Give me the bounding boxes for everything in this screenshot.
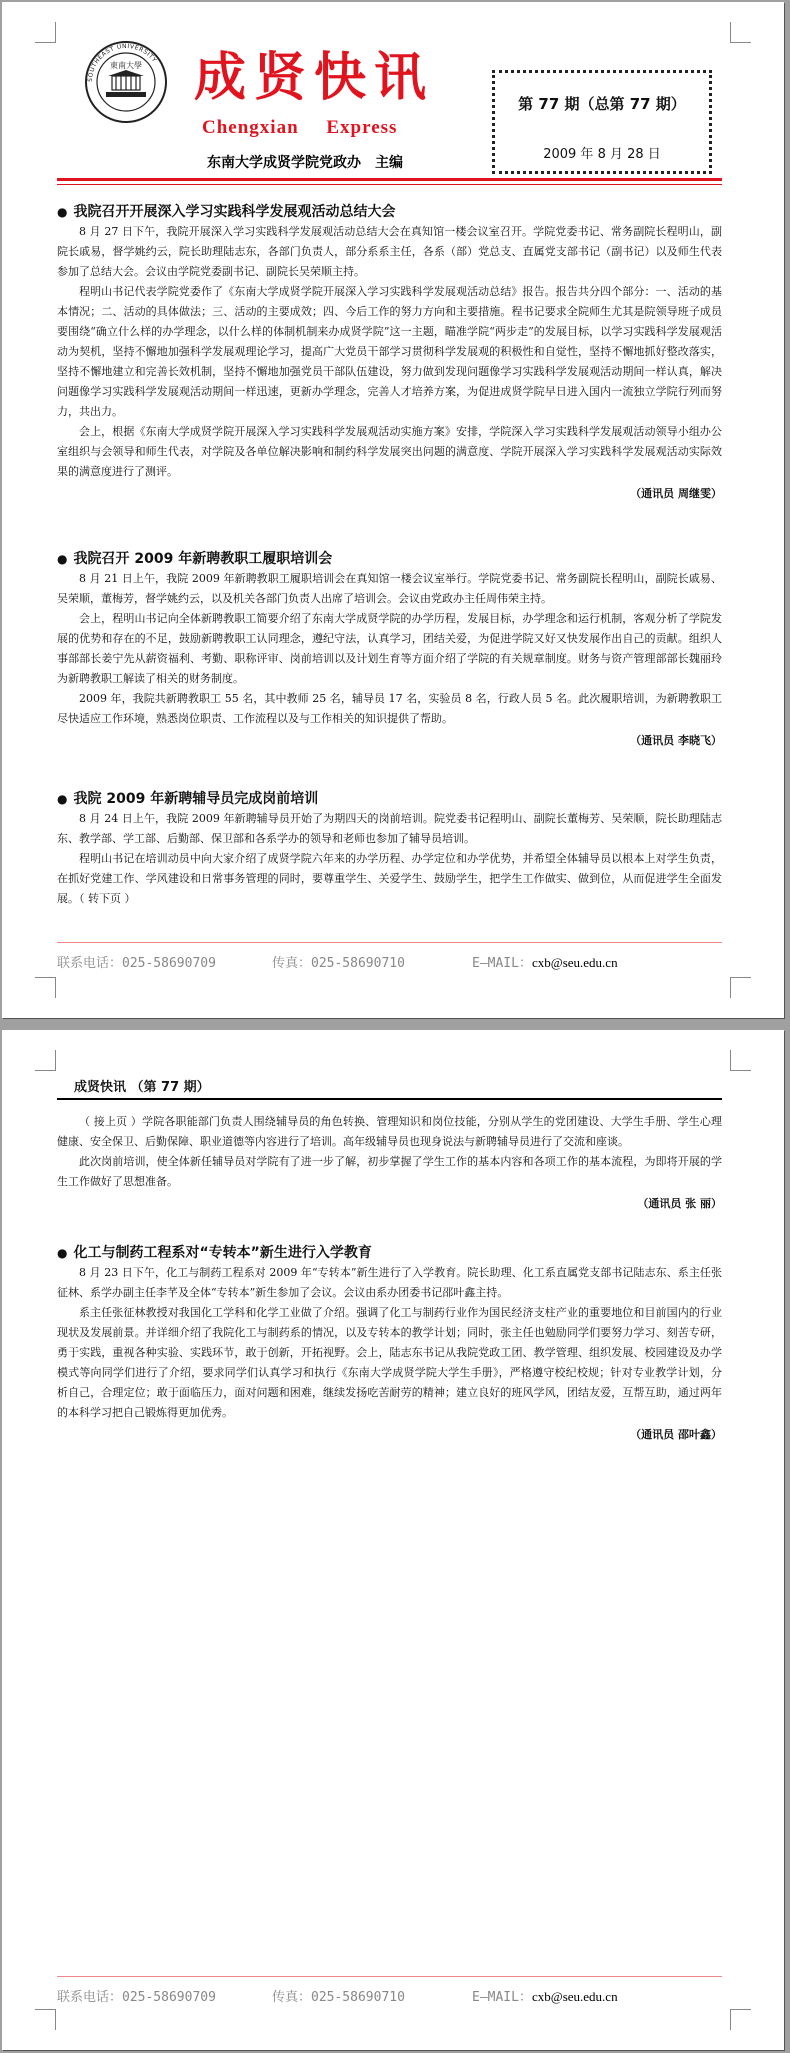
running-header: 成贤快讯 （第 77 期）	[74, 1080, 210, 1095]
crop-mark	[730, 977, 751, 998]
article-title: ● 化工与制药工程系对“专转本”新生进行入学教育	[57, 1245, 372, 1261]
masthead-organization: 东南大学成贤学院党政办 主编	[207, 155, 403, 171]
header-rule	[57, 1098, 722, 1100]
article-paragraph: （ 接上页 ）学院各职能部门负责人围绕辅导员的角色转换、管理知识和岗位技能，分别从学生的党团建设、大学生手册、学生心理健康、安全保卫、后勤保障、职业道德等内容进行了培训。高年级辅导员也现身说法与新聘辅导员进行了交流和座谈。	[57, 1115, 722, 1148]
crop-mark	[35, 977, 56, 998]
footer-email: E—MAIL：cxb@seu.edu.cn	[472, 955, 618, 971]
article-paragraph: 8 月 23 日下午，化工与制药工程系对 2009 年“专转本”新生进行了入学教育。院长助理、化工系直属党支部书记陆志东、系主任张征林、系学办副主任李芊及全体“专转本”新生参加了会议。会议由系办团委书记邵叶鑫主持。	[57, 1266, 722, 1299]
footer-fax: 传真：025-58690710	[272, 1990, 405, 2005]
article	[57, 202, 722, 504]
article-paragraph: 会上，根据《东南大学成贤学院开展深入学习实践科学发展观活动实施方案》安排，学院深入学习实践科学发展观活动领导小组办公室组织与会领导和师生代表，对学院及各单位解决影响和制约科学发展突出问题的满意度、学院开展深入学习实践科学发展观活动实际效果的满意度进行了测评。	[57, 425, 722, 478]
footer-email-address[interactable]: cxb@seu.edu.cn	[531, 1989, 618, 2004]
masthead-title: 成贤快讯	[194, 47, 435, 108]
issue-box	[492, 70, 712, 174]
article-paragraph: 会上，程明山书记向全体新聘教职工简要介绍了东南大学成贤学院的办学历程，发展目标，办学理念和运行机制，客观分析了学院发展的优势和存在的不足，鼓励新聘教职工认同理念，遵纪守法，认真学习，团结关爱，为促进学院又好又快发展作出自己的贡献。组织人事部部长姜宁先从薪资福利、考勤、职称评审、岗前培训以及计划生育等方面介绍了学院的有关规章制度。财务与资产管理部部长魏丽玲为新聘教职工解读了相关的财务制度。	[57, 612, 722, 685]
masthead-rule	[57, 184, 722, 185]
page-1	[2, 2, 784, 1018]
masthead-english-title: Chengxian Express	[202, 117, 398, 138]
article-paragraph: 系主任张征林教授对我国化工学科和化学工业做了介绍。强调了化工与制药行业作为国民经济支柱产业的重要地位和目前国内的行业现状及发展前景。并详细介绍了我院化工与制药系的情况，以及专转本的教学计划；同时，张主任也勉励同学们要努力学习、刻苦专研，勇于实践，重视各种实验、实践环节，敢于创新，开拓视野。会上，陆志东书记从我院党政工团、教学管理、组织发展、校园建设及办学模式等向同学们进行了介绍，要求同学们认真学习和执行《东南大学成贤学院大学生手册》，严格遵守校纪校规；针对专业教学计划，分析自己，合理定位；敢于面临压力，面对问题和困难，继续发扬吃苦耐劳的精神；建立良好的班风学风，团结友爱，互帮互助，通过两年的本科学习把自己锻炼得更加优秀。	[57, 1306, 722, 1419]
article	[57, 1243, 722, 1445]
footer-fax: 传真：025-58690710	[272, 956, 405, 971]
article-byline: （通讯员 张 丽）	[637, 1197, 722, 1210]
article-paragraph: 2009 年，我院共新聘教职工 55 名，其中教师 25 名，辅导员 17 名，实验员 8 名，行政人员 5 名。此次履职培训，为新聘教职工尽快适应工作环境，熟悉岗位职责、工作流程以及与工作相关的知识提供了帮助。	[57, 692, 722, 725]
article-paragraph: 程明山书记代表学院党委作了《东南大学成贤学院开展深入学习实践科学发展观活动总结》报告。报告共分四个部分：一、活动的基本情况；二、活动的具体做法；三、活动的主要成效；四、今后工作的努力方向和主要措施。程书记要求全院师生尤其是院领导班子成员要围绕“确立什么样的办学理念，以什么样的体制机制来办成贤学院”这一主题，瞄准学院“两步走”的发展目标，以学习实践科学发展观活动为契机，坚持不懈地加强科学发展观理论学习，提高广大党员干部学习贯彻科学发展观的积极性和自觉性，坚持不懈地抓好整改落实，坚持不懈地建立和完善长效机制，坚持不懈地加强党员干部队伍建设，努力做到发现问题像学习实践科学发展观活动期间一样认真，解决问题像学习实践科学发展观活动期间一样迅速，更新办学理念，完善人才培养方案，为促进成贤学院早日进入国内一流独立学院行列而努力，共出力。	[57, 285, 722, 418]
crop-mark	[35, 1050, 56, 1071]
black-circle-icon: ●	[57, 205, 68, 219]
footer-phone: 联系电话：025-58690709	[57, 1990, 216, 2005]
article-byline: （通讯员 李晓飞）	[630, 734, 722, 747]
article-paragraph: 8 月 27 日下午，我院开展深入学习实践科学发展观活动总结大会在真知馆一楼会议室召开。学院党委书记、常务副院长程明山，副院长戚易，督学姚约云，院长助理陆志东，各部门负责人，部分系系主任，各系（部）党总支、直属党支部书记（副书记）以及师生代表参加了总结大会。会议由学院党委副书记、副院长吴荣顺主持。	[57, 225, 722, 278]
black-circle-icon: ●	[57, 1246, 68, 1260]
article-paragraph: 8 月 21 日上午，我院 2009 年新聘教职工履职培训会在真知馆一楼会议室举行。学院党委书记、常务副院长程明山，副院长戚易、吴荣顺，董梅芳，督学姚约云，以及机关各部门负责人出席了培训会。会议由党政办主任周伟荣主持。	[57, 572, 722, 605]
crop-mark	[35, 22, 56, 43]
article-paragraph: 8 月 24 日上午，我院 2009 年新聘辅导员开始了为期四天的岗前培训。院党委书记程明山、副院长董梅芳、吴荣顺，院长助理陆志东、教学部、学工部、后勤部、保卫部和各系学办的领导和老师也参加了辅导员培训。	[57, 812, 722, 845]
crop-mark	[730, 2009, 751, 2030]
article-byline: （通讯员 邵叶鑫）	[630, 1428, 722, 1441]
black-circle-icon: ●	[57, 552, 68, 566]
page-2	[2, 1030, 784, 2050]
issue-date: 2009 年 8 月 28 日	[543, 147, 661, 162]
crop-mark	[730, 22, 751, 43]
article-title: ● 我院召开开展深入学习实践科学发展观活动总结大会	[57, 204, 396, 220]
footer-rule	[57, 1976, 722, 1977]
issue-number: 第 77 期（总第 77 期）	[518, 95, 686, 113]
article-paragraph: 程明山书记在培训动员中向大家介绍了成贤学院六年来的办学历程、办学定位和办学优势，并希望全体辅导员以根本上对学生负责，在抓好党建工作、学风建设和日常事务管理的同时，要尊重学生、关爱学生、鼓励学生，把学生工作做实、做到位，从而促进学生全面发展。（ 转下页 ）	[57, 852, 722, 905]
footer-rule	[57, 942, 722, 943]
university-seal-icon	[84, 40, 168, 124]
crop-mark	[730, 1050, 751, 1071]
article	[57, 549, 722, 751]
article-continuation	[57, 1112, 722, 1214]
masthead-rule	[57, 178, 722, 181]
footer-phone: 联系电话：025-58690709	[57, 956, 216, 971]
footer-email: E—MAIL：cxb@seu.edu.cn	[472, 1989, 618, 2005]
article-paragraph: 此次岗前培训，使全体新任辅导员对学院有了进一步了解，初步掌握了学生工作的基本内容和各项工作的基本流程，为即将开展的学生工作做好了思想准备。	[57, 1155, 722, 1188]
article	[57, 789, 722, 909]
svg-text:東南大學: 東南大學	[110, 61, 142, 70]
article-byline: （通讯员 周继雯）	[630, 487, 722, 500]
svg-text:SOUTHEAST UNIVERSITY: SOUTHEAST UNIVERSITY	[86, 42, 158, 83]
article-title: ● 我院召开 2009 年新聘教职工履职培训会	[57, 551, 333, 567]
crop-mark	[35, 2009, 56, 2030]
footer-email-address[interactable]: cxb@seu.edu.cn	[531, 955, 618, 970]
black-circle-icon: ●	[57, 792, 68, 806]
article-title: ● 我院 2009 年新聘辅导员完成岗前培训	[57, 791, 319, 807]
